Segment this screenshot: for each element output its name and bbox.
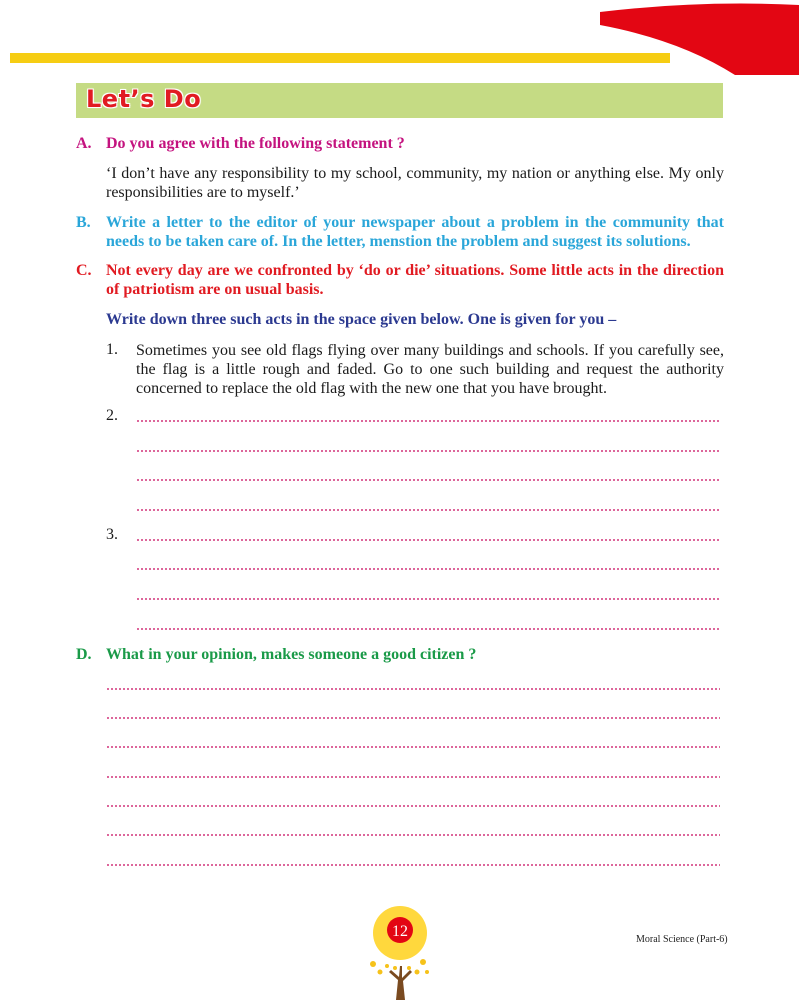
- question-b-letter: B.: [76, 214, 91, 231]
- answer-line[interactable]: [106, 834, 720, 836]
- question-a-prompt: Do you agree with the following statement ?: [106, 135, 405, 152]
- book-title: Moral Science (Part-6): [636, 934, 728, 945]
- header-decoration: [0, 0, 799, 75]
- question-c-prompt: Not every day are we confronted by ‘do or die’ situations. Some little acts in the direction of patriotism are on usual basis.: [106, 262, 724, 298]
- answer-line[interactable]: [136, 539, 720, 541]
- header-stripe: [10, 53, 670, 63]
- question-b-prompt: Write a letter to the editor of your newspaper about a problem in the community that needs to be taken care of. In the letter, menstion the problem and suggest its solutions.: [106, 214, 724, 250]
- question-c-instruction: Write down three such acts in the space given below. One is given for you –: [106, 311, 617, 328]
- question-d-letter: D.: [76, 646, 92, 663]
- item-1-text: Sometimes you see old flags flying over many buildings and schools. If you carefully see, the flag is a little rough and faded. Go to one such building and request the authority concerned to replace the old flag with the new one that you have brought.: [136, 342, 724, 397]
- item-1-number: 1.: [106, 341, 118, 358]
- answer-line[interactable]: [136, 509, 720, 511]
- question-b: [76, 213, 724, 251]
- item-3-number: 3.: [106, 526, 118, 543]
- question-a: [76, 134, 724, 153]
- answer-line[interactable]: [106, 864, 720, 866]
- answer-line[interactable]: [106, 688, 720, 690]
- question-c-letter: C.: [76, 262, 92, 279]
- answer-line[interactable]: [106, 776, 720, 778]
- question-c: [76, 261, 724, 299]
- question-a-statement: ‘I don’t have any responsibility to my school, community, my nation or anything else. My only responsibilities are to myself.’: [106, 165, 724, 201]
- item-2-number: 2.: [106, 407, 118, 424]
- answer-line[interactable]: [136, 450, 720, 452]
- answer-line[interactable]: [136, 628, 720, 630]
- question-a-letter: A.: [76, 135, 92, 152]
- answer-line[interactable]: [136, 479, 720, 481]
- answer-line[interactable]: [136, 420, 720, 422]
- page-number: 12: [392, 923, 408, 940]
- answer-line[interactable]: [136, 568, 720, 570]
- section-title-bar: [76, 83, 723, 118]
- answer-line[interactable]: [106, 717, 720, 719]
- page-number-badge: [365, 906, 435, 1000]
- section-title: Let’s Do: [86, 85, 202, 113]
- question-d-prompt: What in your opinion, makes someone a good citizen ?: [106, 646, 477, 663]
- question-d: [76, 645, 724, 664]
- answer-line[interactable]: [106, 746, 720, 748]
- answer-line[interactable]: [136, 598, 720, 600]
- answer-line[interactable]: [106, 805, 720, 807]
